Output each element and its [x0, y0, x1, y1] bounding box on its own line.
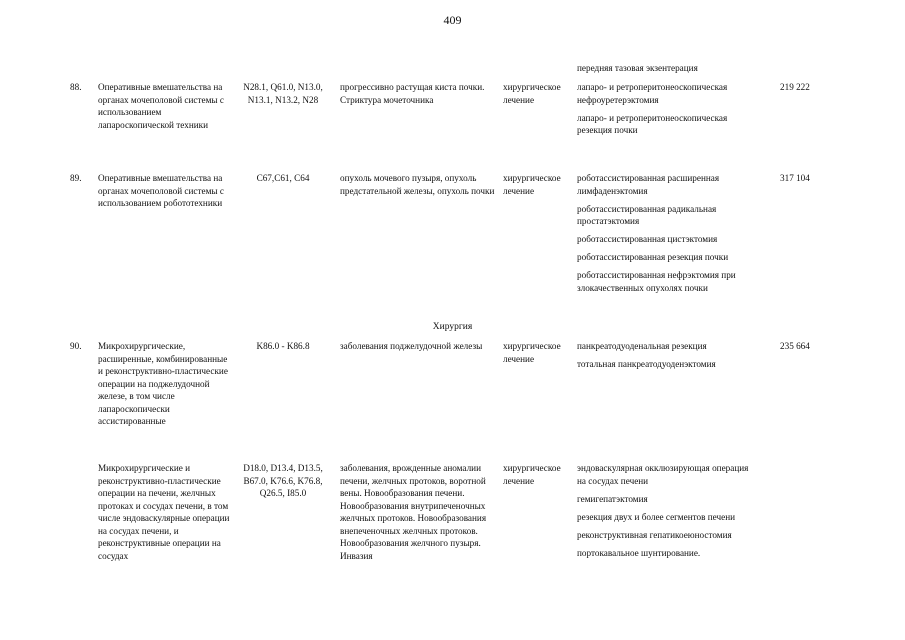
cost-value: 219 222 — [780, 82, 810, 92]
treatment-method: роботассистированная резекция почки — [577, 252, 729, 262]
treatment-methods — [577, 172, 757, 300]
treatment-kind: хирургическое лечение — [503, 82, 561, 105]
treatment-method: реконструктивная гепатикоеюностомия — [577, 529, 732, 540]
icd-codes: D18.0, D13.4, D13.5, B67.0, K76.6, K76.8, Q26.5, I85.0 — [243, 463, 323, 498]
treatment-method: лапаро- и ретроперитонеоскопическая нефроуретерэктомия — [577, 82, 728, 105]
cost-value: 317 104 — [780, 173, 810, 183]
treatment-method: резекция двух и более сегментов печени — [577, 511, 736, 522]
disease-model: опухоль мочевого пузыря, опухоль предстательной железы, опухоль почки — [340, 173, 495, 196]
treatment-method: лапаро- и ретроперитонеоскопическая резекция почки — [577, 112, 728, 135]
disease-model: прогрессивно растущая киста почки. Стриктура мочеточника — [340, 82, 485, 105]
treatment-method: роботассистированная радикальная простатэктомия — [577, 203, 717, 226]
treatment-type-name: Оперативные вмешательства на органах мочеполовой системы с использованием робототехники — [98, 173, 224, 208]
cost-value: 235 664 — [780, 341, 810, 351]
row-number: 89. — [70, 173, 82, 183]
treatment-method: гемигепатэктомия — [577, 493, 648, 504]
row-number: 90. — [70, 341, 82, 351]
treatment-method: тотальная панкреатодуоденэктомия — [577, 359, 716, 369]
treatment-kind: хирургическое лечение — [503, 173, 561, 196]
treatment-kind: хирургическое лечение — [503, 341, 561, 364]
treatment-method: панкреатодуоденальная резекция — [577, 341, 707, 351]
icd-codes: C67,C61, C64 — [256, 173, 310, 183]
treatment-methods — [577, 81, 757, 142]
treatment-kind: хирургическое лечение — [503, 463, 561, 486]
treatment-method: роботассистированная расширенная лимфаденэктомия — [577, 173, 720, 196]
treatment-methods — [577, 462, 757, 565]
disease-model: заболевания, врожденные аномалии печени, желчных протоков, воротной вены. Новообразования печени. Новообразования внутрипеченочных желчных протоков. Новообразования внепеченочных желчных протоков. Новообразования желчного пузыря. Инвазия — [340, 463, 487, 561]
treatment-type-name: Микрохирургические и реконструктивно-пластические операции на печени, желчных протоках и сосудах печени, в том числе эндоваскулярные операции на сосудах печени, и реконструктивные операции на сосудах — [98, 463, 230, 561]
icd-codes: N28.1, Q61.0, N13.0, N13.1, N13.2, N28 — [243, 82, 323, 105]
treatment-methods — [577, 340, 757, 376]
disease-model: заболевания поджелудочной железы — [340, 341, 483, 351]
treatment-type-name: Микрохирургические, расширенные, комбинированные и реконструктивно-пластические операции на поджелудочной железе, в том числе лапароскопически ассистированные — [98, 341, 228, 426]
treatment-method: роботассистированная цистэктомия — [577, 234, 718, 244]
page-number: 409 — [443, 13, 462, 27]
section-heading: Хирургия — [432, 322, 473, 332]
icd-codes: K86.0 - K86.8 — [256, 341, 310, 351]
treatment-method: портокавальное шунтирование. — [577, 547, 701, 558]
treatment-method: эндоваскулярная окклюзирующая операция на сосудах печени — [577, 463, 749, 486]
continued-procedure: передняя тазовая экзентерация — [577, 63, 698, 73]
row-number: 88. — [70, 82, 82, 92]
treatment-method: роботассистированная нефрэктомия при злокачественных опухолях почки — [577, 270, 736, 293]
treatment-type-name: Оперативные вмешательства на органах мочеполовой системы с использованием лапароскопической техники — [98, 82, 224, 130]
